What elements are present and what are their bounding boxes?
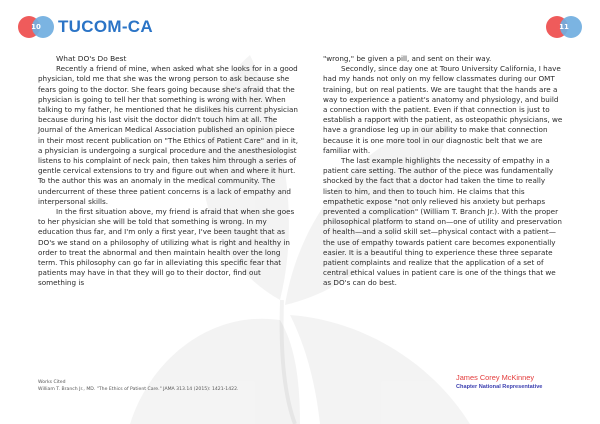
paragraph-continuation: "wrong," be given a pill, and sent on their way.	[323, 54, 492, 63]
author-role: Chapter National Representative	[456, 384, 543, 390]
right-column	[323, 54, 563, 289]
paragraph: The last example highlights the necessity of empathy in a patient care setting. The author of the piece was fundamentally shocked by the fact that a doctor had taken the time to really listen to him, and then to touch him. He claims that this empathetic expose "not only relieved his anxiety but perhaps prevented a complication" (William T. Branch Jr.). With the proper philosophical platform to stand on—one of utility and preservation of health—and a solid skill set—physical contact with a patient—the use of empathy towards patient care becomes exponentially easier. It is a beautiful thing to experience these three separate patient complaints and realize that the application of a set of central ethical values in patient care is one of the things that we as DO's can do best.	[323, 156, 562, 288]
page-number-badge-left	[18, 16, 54, 38]
works-cited	[38, 380, 308, 393]
page-number-left: 10	[31, 23, 41, 31]
page-number-right: 11	[559, 23, 569, 31]
paragraph: Recently a friend of mine, when asked what she looks for in a good physician, told me that she was the wrong person to ask because she fears going to the doctor. She fears going because she's afraid that the physician is going to tell her that something is wrong with her. When talking to my father, he mentioned that he dislikes his current physician because during his last visit the doctor didn't touch him at all. The Journal of the American Medical Association published an opinion piece in their most recent publication on "The Ethics of Patient Care" and in it, a physician is undergoing a surgical procedure and the anesthesiologist listens to his complaint of neck pain, then takes him through a series of gentle cervical extensions to try and figure out when and where it hurt. To the author this was an anomaly in the medical community. The undercurrent of these three patient concerns is a lack of empathy and interpersonal skills.	[38, 64, 299, 206]
author-name: James Corey McKinney	[456, 373, 535, 382]
works-cited-heading: Works Cited	[38, 380, 66, 385]
page-number-badge-right	[546, 16, 582, 38]
left-column	[38, 54, 300, 289]
paragraph: Secondly, since day one at Touro University California, I have had my hands not only on my fellow classmates during our OMT training, but on real patients. We are taught that the hands are a way to experience a patient's anatomy and physiology, and build a connection with the patient. Even if that connection is just to establish a rapport with the patient, as osteopathic physicians, we have a grandiose leg up in our ability to make that connection because it is one more tool in our diagnostic belt that we are familiar with.	[323, 64, 563, 155]
publication-title: TUCOM-CA	[58, 17, 153, 36]
paragraph: In the first situation above, my friend is afraid that when she goes to her physician she will be told that something is wrong. In my education thus far, and I'm only a first year, I've been taught that as DO's we stand on a philosophy of utilizing what is right and healthy in order to treat the abnormal and then maintain health over the long term. This philosophy can go far in alleviating this specific fear that patients may have in that they will go to their doctor, find out something is	[38, 207, 295, 288]
works-cited-entry: William T. Branch Jr., MD. "The Ethics of Patient Care." JAMA 313.14 (2015): 1421-1422.	[38, 386, 239, 392]
author-signature	[456, 373, 586, 390]
article-title: What DO's Do Best	[56, 54, 127, 63]
